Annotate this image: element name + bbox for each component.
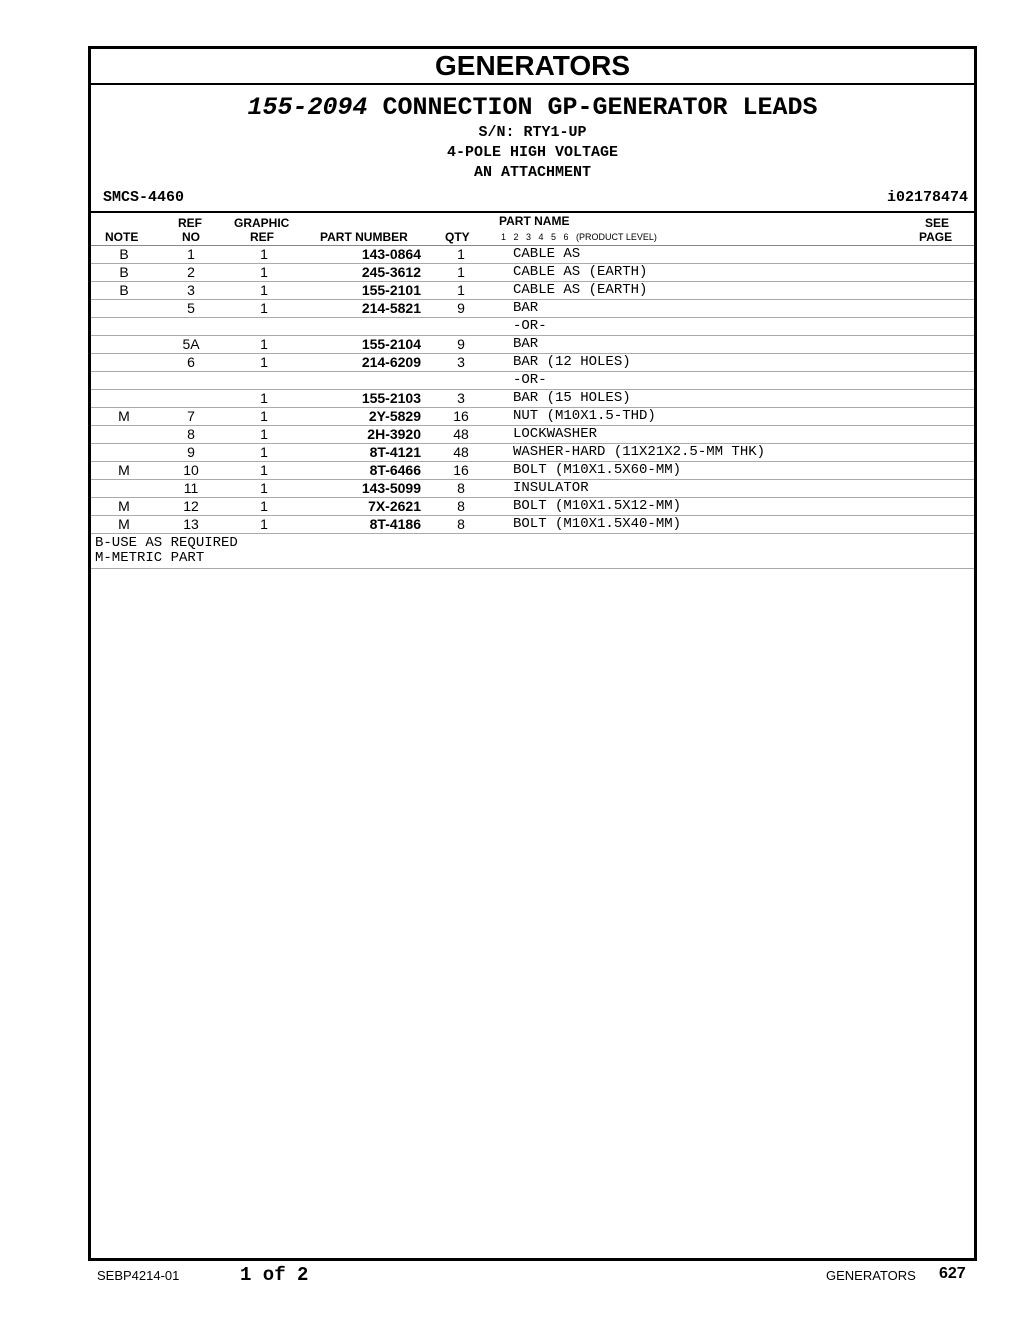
- title-name: CONNECTION GP-GENERATOR LEADS: [382, 93, 818, 122]
- header-block: [91, 93, 974, 183]
- ref-no-cell: 6: [157, 354, 225, 372]
- table-row: [91, 444, 974, 462]
- note-cell: B: [91, 246, 157, 264]
- part-number-cell: [303, 372, 431, 390]
- part-name-cell: BOLT (M10X1.5X12-MM): [491, 498, 974, 516]
- col-part-name: PART NAME: [499, 214, 570, 228]
- ref-no-cell: 1: [157, 246, 225, 264]
- configuration-line: 4-POLE HIGH VOLTAGE: [446, 144, 619, 161]
- ref-no-cell: [157, 390, 225, 408]
- graphic-ref-cell: 1: [225, 516, 303, 534]
- note-m: M-METRIC PART: [95, 550, 205, 566]
- col-see-top: SEE: [925, 216, 950, 230]
- table-row: [91, 498, 974, 516]
- note-cell: [91, 318, 157, 336]
- table-row: [91, 462, 974, 480]
- part-name-cell: LOCKWASHER: [491, 426, 974, 444]
- note-cell: M: [91, 408, 157, 426]
- table-row: [91, 354, 974, 372]
- ref-no-cell: 5A: [157, 336, 225, 354]
- part-name-cell: INSULATOR: [491, 480, 974, 498]
- col-note: NOTE: [105, 230, 139, 244]
- ref-no-cell: 5: [157, 300, 225, 318]
- ref-no-cell: [157, 372, 225, 390]
- part-number-cell: 155-2103: [303, 390, 431, 408]
- ref-no-cell: 11: [157, 480, 225, 498]
- ref-no-cell: 7: [157, 408, 225, 426]
- part-name-cell: CABLE AS (EARTH): [491, 282, 974, 300]
- id-row: [91, 189, 974, 213]
- note-cell: M: [91, 516, 157, 534]
- ref-no-cell: [157, 318, 225, 336]
- graphic-ref-cell: 1: [225, 354, 303, 372]
- graphic-ref-cell: 1: [225, 498, 303, 516]
- qty-cell: 9: [431, 300, 491, 318]
- note-cell: M: [91, 498, 157, 516]
- col-graphic-top: GRAPHIC: [234, 216, 290, 230]
- qty-cell: 48: [431, 426, 491, 444]
- ref-no-cell: 13: [157, 516, 225, 534]
- note-cell: [91, 390, 157, 408]
- ref-no-cell: 9: [157, 444, 225, 462]
- part-name-cell: -OR-: [491, 372, 974, 390]
- table-row: [91, 390, 974, 408]
- graphic-ref-cell: 1: [225, 480, 303, 498]
- qty-cell: 8: [431, 480, 491, 498]
- page-title: [91, 93, 974, 123]
- ref-no-cell: 12: [157, 498, 225, 516]
- part-number-cell: 214-5821: [303, 300, 431, 318]
- table-row: [91, 516, 974, 534]
- part-name-cell: WASHER-HARD (11X21X2.5-MM THK): [491, 444, 974, 462]
- smcs-code: SMCS-4460: [103, 189, 185, 206]
- part-number-cell: [303, 318, 431, 336]
- table-row: [91, 246, 974, 264]
- part-name-cell: BAR: [491, 300, 974, 318]
- graphic-ref-cell: 1: [225, 282, 303, 300]
- footer-section: GENERATORS: [826, 1268, 916, 1283]
- note-cell: M: [91, 462, 157, 480]
- footer-page-of: 1 of 2: [240, 1264, 309, 1286]
- graphic-ref-cell: 1: [225, 264, 303, 282]
- table-row: [91, 426, 974, 444]
- col-qty: QTY: [445, 230, 470, 244]
- part-number-cell: 245-3612: [303, 264, 431, 282]
- note-cell: [91, 444, 157, 462]
- note-cell: B: [91, 282, 157, 300]
- graphic-ref-cell: 1: [225, 426, 303, 444]
- qty-cell: 9: [431, 336, 491, 354]
- ref-no-cell: 2: [157, 264, 225, 282]
- column-header: [91, 213, 974, 246]
- qty-cell: 16: [431, 408, 491, 426]
- graphic-ref-cell: 1: [225, 336, 303, 354]
- part-number-cell: 2Y-5829: [303, 408, 431, 426]
- qty-cell: 1: [431, 246, 491, 264]
- part-number-cell: 2H-3920: [303, 426, 431, 444]
- parts-table: [91, 246, 974, 534]
- graphic-ref-cell: 1: [225, 300, 303, 318]
- section-title: GENERATORS: [91, 49, 974, 85]
- note-b: B-USE AS REQUIRED: [95, 535, 238, 551]
- footer-page-number: 627: [939, 1265, 966, 1282]
- notes-block: [91, 534, 974, 569]
- part-name-cell: BAR (15 HOLES): [491, 390, 974, 408]
- page-footer: [0, 1264, 1020, 1288]
- qty-cell: 3: [431, 354, 491, 372]
- col-graphic-bottom: REF: [250, 230, 274, 244]
- qty-cell: 1: [431, 264, 491, 282]
- table-row: [91, 264, 974, 282]
- note-cell: B: [91, 264, 157, 282]
- title-part-number: 155-2094: [247, 93, 368, 122]
- table-row: [91, 300, 974, 318]
- note-cell: [91, 336, 157, 354]
- qty-cell: 3: [431, 390, 491, 408]
- part-number-cell: 8T-4121: [303, 444, 431, 462]
- part-name-cell: BOLT (M10X1.5X60-MM): [491, 462, 974, 480]
- attachment-line: AN ATTACHMENT: [473, 164, 592, 181]
- graphic-ref-cell: 1: [225, 390, 303, 408]
- serial-number-line: S/N: RTY1-UP: [478, 124, 587, 141]
- col-product-levels: 1 2 3 4 5 6 (PRODUCT LEVEL): [501, 232, 657, 242]
- table-row: [91, 318, 974, 336]
- parts-page-frame: [88, 46, 977, 1261]
- qty-cell: 8: [431, 516, 491, 534]
- part-name-cell: CABLE AS (EARTH): [491, 264, 974, 282]
- part-number-cell: 143-5099: [303, 480, 431, 498]
- footer-doc-number: SEBP4214-01: [97, 1268, 180, 1283]
- part-number-cell: 7X-2621: [303, 498, 431, 516]
- part-name-cell: BAR: [491, 336, 974, 354]
- qty-cell: 16: [431, 462, 491, 480]
- qty-cell: 48: [431, 444, 491, 462]
- qty-cell: [431, 318, 491, 336]
- graphic-ref-cell: 1: [225, 246, 303, 264]
- note-cell: [91, 426, 157, 444]
- qty-cell: 1: [431, 282, 491, 300]
- col-see-bottom: PAGE: [919, 230, 953, 244]
- graphic-ref-cell: [225, 372, 303, 390]
- graphic-ref-cell: 1: [225, 408, 303, 426]
- part-number-cell: 155-2104: [303, 336, 431, 354]
- table-row: [91, 372, 974, 390]
- illustration-id: i02178474: [886, 189, 968, 206]
- graphic-ref-cell: 1: [225, 444, 303, 462]
- table-row: [91, 282, 974, 300]
- part-number-cell: 155-2101: [303, 282, 431, 300]
- table-row: [91, 480, 974, 498]
- part-name-cell: BAR (12 HOLES): [491, 354, 974, 372]
- part-name-cell: -OR-: [491, 318, 974, 336]
- note-cell: [91, 354, 157, 372]
- note-cell: [91, 372, 157, 390]
- part-number-cell: 214-6209: [303, 354, 431, 372]
- table-row: [91, 408, 974, 426]
- col-part-number: PART NUMBER: [320, 230, 408, 244]
- ref-no-cell: 3: [157, 282, 225, 300]
- part-number-cell: 143-0864: [303, 246, 431, 264]
- part-number-cell: 8T-6466: [303, 462, 431, 480]
- qty-cell: [431, 372, 491, 390]
- table-row: [91, 336, 974, 354]
- parts-table-body: [91, 246, 974, 534]
- graphic-ref-cell: 1: [225, 462, 303, 480]
- qty-cell: 8: [431, 498, 491, 516]
- part-name-cell: CABLE AS: [491, 246, 974, 264]
- col-ref-bottom: NO: [182, 230, 200, 244]
- graphic-ref-cell: [225, 318, 303, 336]
- ref-no-cell: 10: [157, 462, 225, 480]
- ref-no-cell: 8: [157, 426, 225, 444]
- col-ref-top: REF: [178, 216, 202, 230]
- note-cell: [91, 300, 157, 318]
- part-name-cell: BOLT (M10X1.5X40-MM): [491, 516, 974, 534]
- part-name-cell: NUT (M10X1.5-THD): [491, 408, 974, 426]
- part-number-cell: 8T-4186: [303, 516, 431, 534]
- note-cell: [91, 480, 157, 498]
